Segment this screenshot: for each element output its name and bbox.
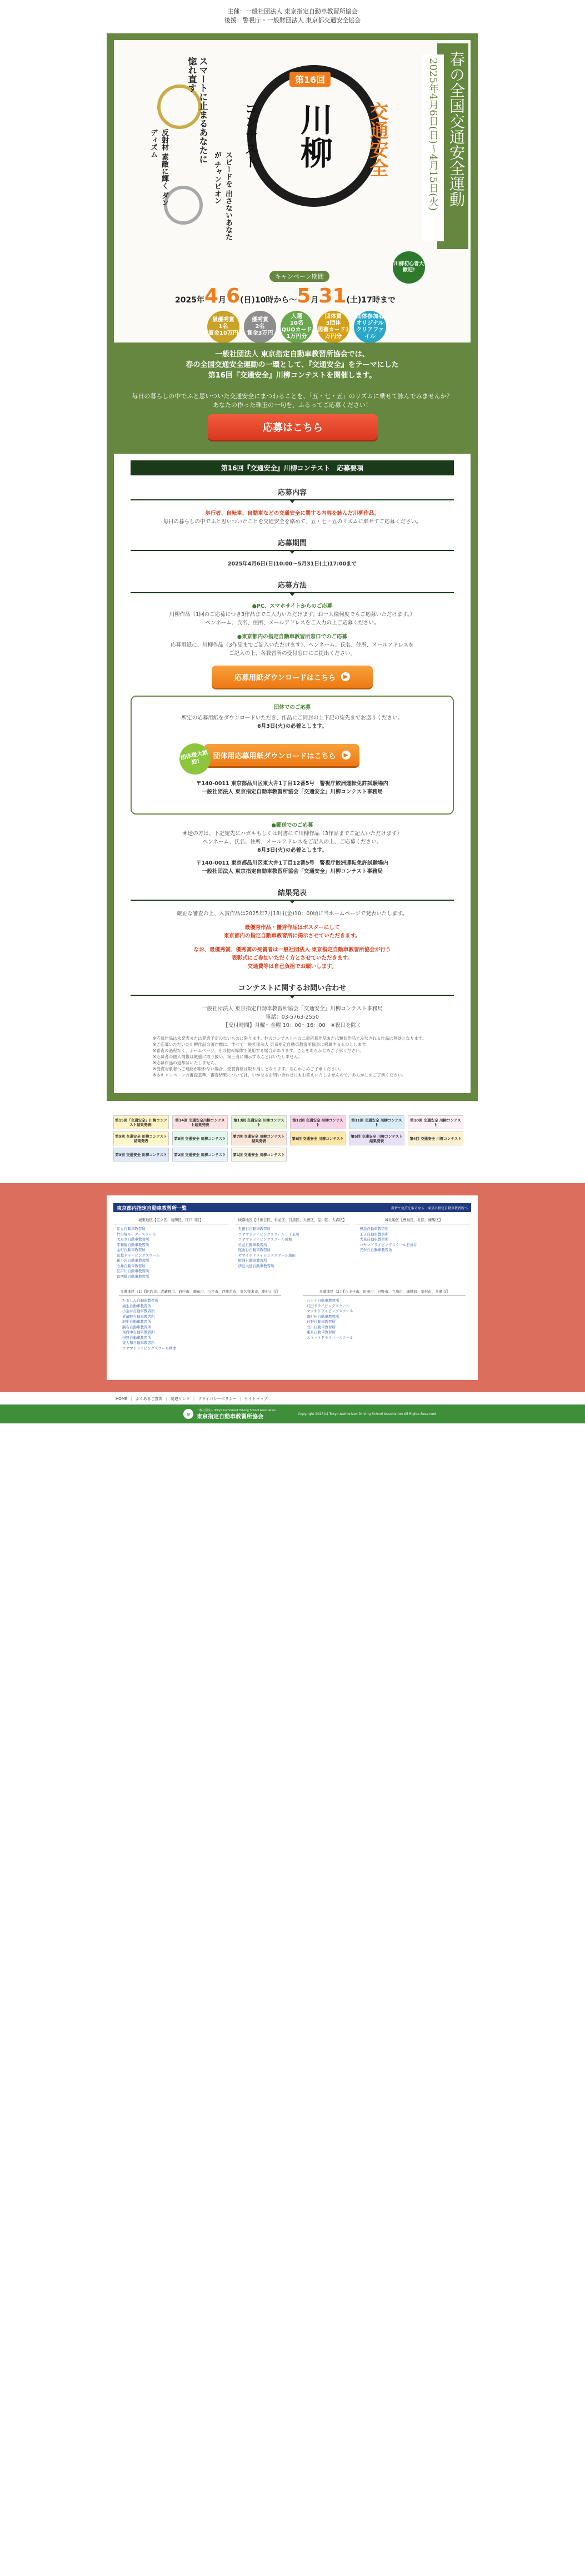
school-link[interactable]: 豊島自動車教習所 [359,1227,389,1231]
contest-title: 川柳 [295,102,333,170]
school-link[interactable]: ヤマイチドライビングスクール蒲田 [238,1253,296,1258]
school-link[interactable]: 伊豆大島自動車教習所 [238,1263,274,1268]
region-column [235,1218,350,1279]
prize-badge [244,311,276,343]
school-link[interactable]: 平和橋自動車教習所 [117,1242,149,1247]
school-link[interactable]: コヤマドライビングスクール二子玉川 [238,1232,299,1237]
note-item: ※応募作品の返却はいたしません。 [153,1060,219,1065]
school-link[interactable]: 大泉自動車教習所 [359,1237,389,1242]
intro-body-line: あなたの作った珠玉の一句を、ふるってご応募ください！ [213,401,372,409]
past-contest-banner[interactable]: 第7回 交通安全 川柳コンテスト 結果発表 [231,1131,287,1145]
period-end-day: 31 [318,285,347,307]
group-address: 〒140-0011 東京都品川区東大井1丁目12番5号 警視庁鮫洲運転免許試験場内 [196,781,388,787]
period-text: 2025年4月6日(日)10:00〜5月31日(土)17:00まで [227,561,357,567]
result-note: 交通費等は自己負担でお願いします。 [247,964,337,970]
note-item: ※受賞対象者へご連絡が取れない場合、受賞資格は取り消しとなります。あらかじめご了承ください。 [153,1066,344,1071]
slogan-1: スマートに止まるあなたに惚れ直す [187,57,208,163]
association-logo-icon: ⊛ [183,1409,193,1419]
past-contest-banner[interactable]: 第8回 交通安全 川柳コンテスト [172,1131,228,1145]
method-school-text: 応募用紙に、川柳作品（3作品までご記入いただけます）、ペンネーム、氏名、住所、メールアドレスを [171,642,414,648]
prize-label: 入選 [291,314,302,320]
group-application-box [131,696,454,815]
region-column [356,1218,471,1279]
footer-nav-link[interactable]: よくあるご質問 [135,1397,163,1401]
prize-count: 3団体 [326,320,341,326]
mail-title: ●郵送でのご応募 [271,822,313,828]
school-link[interactable]: 足立自動車教習所 [117,1227,146,1231]
campaign-vertical-title [427,43,468,249]
mail-address: 〒140-0011 東京都品川区東大井1丁目12番5号 警視庁鮫洲運転免許試験場内 [196,860,388,866]
note-item: ※応募作品は未発表または発表予定のないものに限ります。他のコンテストへの二重応募作品または類似作品とみなされる作品は無効となります。 [153,1036,427,1041]
intro-lead-line: 第16回『交通安全』川柳コンテストを開催します。 [208,371,377,380]
school-link[interactable]: コヤマドライビングスクール成城 [238,1237,292,1242]
region-column [119,1289,281,1351]
school-link[interactable]: 鮫洲自動車教習所 [238,1258,267,1263]
region-title: 城東地区【足立区、葛飾区、江戸川区】 [113,1218,228,1224]
prize-badge [354,311,386,343]
campaign-name: 春の全国交通安全運動 [447,51,466,207]
school-link[interactable]: 南町田自動車教習所 [307,1314,339,1319]
group-text: 所定の応募用紙をダウンロードいただき、作品にご同封の上下記の宛先までお送りください。 [181,715,403,721]
past-contest-banner[interactable]: 第5回 交通安全 川柳コンテスト 結果発表 [349,1131,404,1145]
result-section-title: 結果発表 [131,887,454,901]
school-link[interactable]: 町田ドライビングスクール [307,1303,350,1308]
school-link[interactable]: 今井自動車教習所 [117,1263,146,1268]
prize-badge [317,311,349,343]
prize-count: 2名 [255,324,265,330]
school-list [119,1298,281,1351]
contact-org: 一般社団法人 東京指定自動車教習所協会「交通安全」川柳コンテスト事務局 [202,1006,383,1012]
mail-text: 郵送の方は、下記宛先にハガキもしくは封書にて川柳作品（3作品までご記入いただけます） [182,831,402,837]
school-link[interactable]: 金町自動車教習所 [117,1248,146,1252]
prize-badge [207,311,239,343]
footer-nav [0,1393,585,1404]
nav-separator: | [166,1397,167,1401]
period-suffix: (土)17時まで [346,296,396,305]
intro-lead [114,349,471,381]
school-link[interactable]: 八王子自動車教習所 [307,1298,339,1303]
note-item: ※ご応募いただいた川柳作品の著作権は、すべて一般社団法人 東京指定自動車教習所協会に帰属するものとします。 [153,1042,370,1047]
past-contest-banner[interactable]: 第14回 交通安全川柳コンテスト結果発表 [172,1115,228,1129]
school-list-title: 東京都内指定自動車教習所一覧 [117,1205,187,1212]
method-pc-text: 川柳作品（1回のご応募につき3作品までご入力いただけます。お一人様何度でもご応募いただけます。） [169,612,416,618]
group-download-label: 団体用応募用紙ダウンロードはこちら [213,751,336,760]
region-title: 城南地区【世田谷区、杉並区、目黒区、大田区、品川区、大森区】 [235,1218,350,1224]
nav-separator: | [239,1397,242,1401]
result-note: 最優秀作品・優秀作品はポスターにして [244,925,340,931]
method-pc-title: ●PC、スマホサイトからのご応募 [252,603,333,609]
past-contest-banner[interactable]: 第3回 交通安全 川柳コンテスト [113,1148,169,1162]
contact-hours: 【受付時間】月曜〜金曜 10：00〜16：00 ※祝日を除く [223,1023,362,1029]
period-section-title: 応募期間 [131,537,454,551]
period-start-day: 6 [226,285,241,307]
intro-section [114,349,471,410]
footer-nav-link[interactable]: サイトマップ [244,1397,268,1401]
past-contest-banners [113,1115,464,1162]
school-link[interactable]: 京葉ドライビングスクール [117,1253,160,1258]
group-title: 団体でのご応募 [273,704,311,711]
result-note: 表彰式にご参加いただく方とさせていただきます。 [232,955,353,961]
region-grid [113,1218,471,1279]
welcome-badge: 川柳初心者大歓迎! [393,251,425,284]
note-item: ※審査の過程なく、ホームページ、その他の媒体で使用する場合があります。ことをあらかじめご了承ください。 [153,1048,364,1053]
school-link[interactable]: 調布自動車教習所 [122,1324,151,1329]
prize-list [207,311,386,343]
nav-separator: | [131,1397,132,1401]
school-link[interactable]: 光が丘自動車教習所 [359,1248,392,1252]
school-link[interactable]: 府中自動車教習所 [122,1319,151,1324]
school-list [303,1298,466,1341]
page-top-link[interactable]: ▲ページのトップへ [438,2570,477,2575]
period-end-month: 5 [297,285,311,307]
school-link[interactable]: 江戸川自動車教習所 [117,1269,149,1273]
intro-lead-line: 春の全国交通安全運動の一環として、『交通安全』をテーマにした [186,361,399,369]
prize-label: 団体参加者 [356,314,384,320]
mail-deadline: 6月3日(火)の必着とします。 [257,847,327,853]
mail-text: ペンネーム、氏名、住所、メールアドレスをご記入の上、ご応募ください。 [202,839,382,845]
school-link[interactable]: 王子自動車教習所 [359,1232,389,1237]
school-link[interactable]: 東京自動車教習所 [307,1330,336,1334]
prize-amount: QUOカード1万円分 [281,327,312,340]
campaign-date: 2025年4月6日(日)〜4月15日(火) [422,54,444,241]
period-start-month: 4 [204,285,219,307]
region-title: 多摩地区（2）【八王子市、町田市、日野市、立川市、瑞穂町、羽村市、多摩市】 [303,1289,466,1296]
past-contest-banner[interactable]: 第15回「交通安全」川柳コンテスト結果発表! [113,1115,169,1129]
main-frame [107,33,478,1101]
result-note: なお、最優秀賞、優秀賞の受賞者は一般社団法人 東京指定自動車教習所協会が行う [193,947,391,953]
prize-label: 団体賞 [325,314,342,320]
footer-org: 東京指定自動車教習所協会 [197,1414,263,1420]
prize-badge [281,311,313,343]
school-link[interactable]: 杉並自動車教習所 [238,1242,267,1247]
school-link[interactable]: コヤマドライビングスクール秋津 [122,1346,176,1351]
credits-supporter: 後援：警視庁・一般財団法人 東京都交通安全協会 [224,17,361,24]
school-link[interactable]: 東府中自動車教習所 [122,1330,155,1334]
past-contest-banner[interactable]: 第11回 交通安全 川柳コンテスト [349,1115,404,1129]
campaign-period: 2025年4月6(日)10時から〜5月31(土)17時まで [175,285,396,307]
school-link[interactable]: 立川自動車教習所 [307,1324,336,1329]
intro-body [114,392,471,410]
past-contest-banner[interactable]: 第1回 交通安全 川柳コンテスト [231,1148,287,1162]
footer-nav-link[interactable]: 関連リンク [170,1397,190,1401]
period-mid: (日)10時から〜 [240,296,297,305]
period-year: 2025年 [175,296,204,305]
school-list [113,1227,228,1279]
school-list-panel [107,1195,478,1380]
footer-nav-link[interactable]: プライバシーポリシー [198,1397,237,1401]
prize-amount: 賞金10万円 [208,330,238,336]
method-school-title: ●東京都内の指定自動車教習所窓口でのご応募 [237,634,348,640]
note-item: ※応募者の個人情報は厳重に取り扱い、第三者に開示することはいたしません。 [153,1054,303,1059]
apply-button[interactable]: 応募はこちら [208,414,378,440]
download-form-button[interactable] [212,666,373,688]
footer-bar [0,1404,585,1423]
contest-theme: 交通安全 [366,102,388,177]
slogan-3: スピードを 出さないあなたが チャンピオン [213,151,232,241]
notes-list [131,1035,454,1078]
contact-tel: 電話：03-5763-2550 [266,1014,319,1020]
region-grid-tama [113,1289,471,1351]
region-title: 城北地区【豊島区、北区、練馬区】 [356,1218,471,1224]
past-contest-banner[interactable]: 第9回 交通安全 川柳コンテスト 結果発表 [113,1131,169,1145]
hero-banner [114,40,471,343]
credits-organizer: 主催：一般社団法人 東京指定自動車教習所協会 [227,8,358,15]
prize-amount: 図書カード1万円分 [317,327,349,340]
result-note: 東京都内の指定自動車教習所に掲示させていただきます。 [223,933,361,939]
nav-separator: | [193,1397,195,1401]
content-section-title: 応募内容 [131,487,454,500]
method-school-text: ご記入の上、各教習所の受付窓口にご提出ください。 [228,651,356,657]
content-requirement: 歩行者、自転車、自動車などの交通安全に関する内容を詠んだ川柳作品。 [205,510,379,517]
school-link[interactable]: 武蔵野自動車教習所 [122,1314,155,1319]
contest-label: コンテスト [242,102,258,168]
school-list [356,1227,471,1253]
footer-nav-link[interactable]: HOME [116,1397,128,1401]
region-title: 多摩地区（1）【昭島市、武蔵野市、府中市、調布市、小平市、西東京市、東久留米市、東村山市】 [119,1289,281,1296]
region-column [113,1218,228,1279]
group-address: 一般社団法人 東京指定自動車教習所協会「交通安全」川柳コンテスト事務局 [202,789,383,795]
footer-org-small: 一般社団法人 Tokyo Authorized Driving School Association [197,1409,276,1412]
prize-count: 1名 [218,324,228,330]
past-contest-banner[interactable]: 第12回 交通安全 川柳コンテスト [290,1115,346,1129]
copyright: Copyright 2023(c) Tokyo Authorized Driving School Association All Rights Reserved. [298,1412,438,1416]
school-link[interactable]: 田無自動車教習所 [122,1335,151,1340]
past-contest-banner[interactable]: 第10回 交通安全 川柳コンテスト [408,1115,463,1129]
method-pc-text: ペンネーム、氏名、住所、メールアドレスをご入力の上ご応募ください。 [205,620,379,626]
past-contest-banner[interactable]: 第13回 交通安全 川柳コンテスト [231,1115,287,1129]
school-link[interactable]: 日野自動車教習所 [307,1319,336,1324]
school-list-link[interactable]: 教習で免許を取るなら 東京の指定自動車教習所へ [391,1206,468,1210]
footer-org-name [197,1408,276,1420]
school-link[interactable]: 世田谷自動車教習所 [238,1227,271,1231]
school-link[interactable]: コヤマドライビングスクール石神井 [359,1242,417,1247]
school-list [235,1227,350,1269]
past-contest-banner[interactable]: 第4回 交通安全 川柳コンテスト [408,1131,463,1145]
school-list-header [113,1203,471,1212]
group-download-button[interactable] [204,744,359,766]
school-link[interactable]: 葛西橋自動車教習所 [117,1274,149,1279]
intro-lead-line: 一般社団法人 東京指定自動車教習所協会では、 [215,350,369,359]
note-item: ※本キャンペーンの審査基準、審査結果については、いかなるお問い合わせにもお答えいたしませんので、あらかじめご了承ください。 [153,1073,406,1078]
credits [0,0,585,32]
past-contest-banner[interactable]: 第2回 交通安全 川柳コンテスト [172,1148,228,1162]
school-link[interactable]: スマートドライバースクール [307,1335,353,1340]
content-description: 毎日の暮らしの中でふと思いついたことを交通安全を絡めて、五・七・五のリズムに乗せてご応募ください。 [163,519,422,525]
past-contest-banner[interactable]: 第6回 交通安全 川柳コンテスト [290,1131,346,1145]
region-column [303,1289,466,1351]
campaign-period-label: キャンペーン期間 [269,271,329,282]
school-link[interactable]: 新小岩自動車教習所 [117,1258,149,1263]
contest-logo [242,65,388,207]
footer-logo [183,1408,276,1420]
mail-address: 一般社団法人 東京指定自動車教習所協会「交通安全」川柳コンテスト事務局 [202,868,383,875]
group-welcome-badge: 団体様大歓迎! [177,741,213,777]
school-link[interactable]: 竹の塚モータースクール [117,1232,156,1237]
arrow-right-icon: ▶ [342,751,351,760]
school-link[interactable]: たましん自動車教習所 [122,1298,158,1303]
intro-body-line: 毎日の暮らしの中でふと思いついた交通安全にまつわることを、「五・七・五」のリズムに乗せて詠んでみませんか？ [132,393,453,400]
result-text: 厳正な審査の上、入賞作品は2025年7月18日(金)10：00頃に当ホームページで発表いたします。 [177,911,408,917]
school-link[interactable]: 尾山台自動車教習所 [238,1248,271,1252]
school-link[interactable]: マツオドライビングスクール [307,1309,353,1313]
download-form-label: 応募用紙ダウンロードはこちら [234,673,336,682]
contest-number: 第16回 [289,72,331,87]
prize-amount: オリジナルクリアファイル [356,320,384,340]
guide-header: 第16回『交通安全』川柳コンテスト 応募要項 [131,460,454,475]
prize-amount: 賞金3万円 [247,330,273,336]
prize-label: 最優秀賞 [212,317,234,323]
application-guide [114,454,471,1093]
group-deadline: 6月3日(火)の必着とします。 [257,723,327,729]
school-link[interactable]: 東大和自動車教習所 [122,1341,155,1345]
method-section-title: 応募方法 [131,579,454,593]
prize-count: 10名 [290,320,303,326]
contact-section-title: コンテストに関するお問い合わせ [131,982,454,996]
slogan-2: 反射材 素敵に輝く ダンディズム [149,129,168,207]
school-link[interactable]: 小金井自動車教習所 [122,1309,155,1313]
school-link[interactable]: 福生自動車教習所 [122,1303,151,1308]
prize-label: 優秀賞 [252,317,268,323]
silver-ring-decoration [164,186,203,225]
arrow-right-icon: ▶ [341,672,350,681]
school-link[interactable]: 北足立自動車教習所 [117,1237,149,1242]
